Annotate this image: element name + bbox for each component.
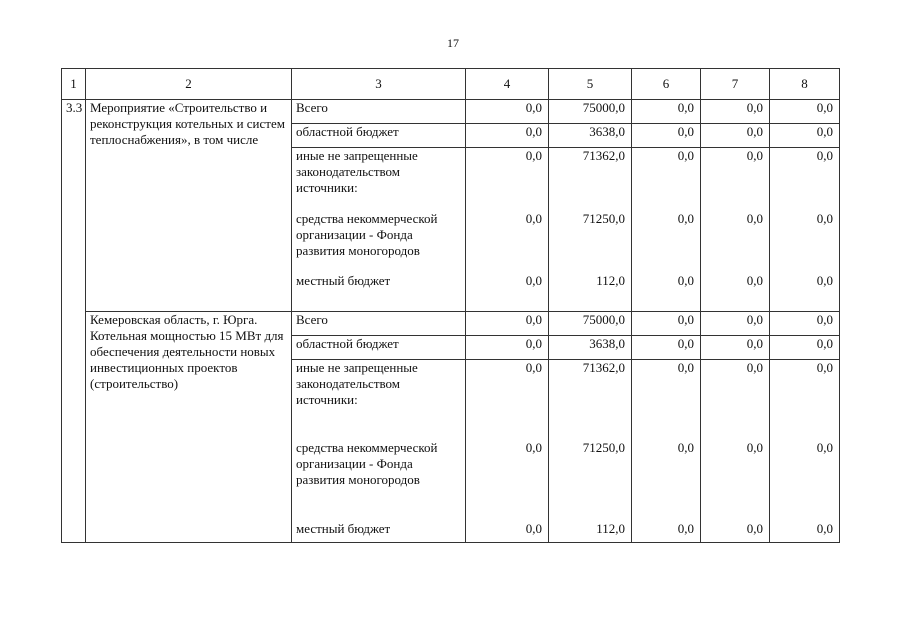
- value-cell: 0,0: [770, 148, 840, 211]
- value-cell: 0,0: [466, 211, 549, 273]
- section-index: 3.3: [62, 100, 86, 543]
- value-cell: 112,0: [549, 521, 632, 543]
- value-cell: 3638,0: [549, 124, 632, 148]
- value-cell: 0,0: [466, 124, 549, 148]
- value-cell: 0,0: [701, 148, 770, 211]
- value-cell: 3638,0: [549, 336, 632, 360]
- value-cell: 0,0: [701, 440, 770, 521]
- value-cell: 0,0: [632, 273, 701, 312]
- funding-source: средства некоммерческой организации - Фонда развития моногородов: [292, 440, 466, 521]
- value-cell: 0,0: [701, 124, 770, 148]
- value-cell: 0,0: [466, 521, 549, 543]
- header-row: [62, 69, 840, 100]
- value-cell: 0,0: [701, 273, 770, 312]
- value-cell: 75000,0: [549, 100, 632, 124]
- column-header: 6: [632, 69, 701, 100]
- value-cell: 0,0: [770, 312, 840, 336]
- funding-source: местный бюджет: [292, 521, 466, 543]
- value-cell: 75000,0: [549, 312, 632, 336]
- budget-table: [61, 68, 840, 543]
- value-cell: 0,0: [701, 521, 770, 543]
- funding-source: Всего: [292, 100, 466, 124]
- value-cell: 0,0: [770, 360, 840, 440]
- funding-source: областной бюджет: [292, 336, 466, 360]
- column-header: 2: [86, 69, 292, 100]
- event-name: Мероприятие «Строительство и реконструкция котельных и систем теплоснабжения», в том числе: [86, 100, 292, 312]
- value-cell: 0,0: [701, 211, 770, 273]
- funding-source: средства некоммерческой организации - Фонда развития моногородов: [292, 211, 466, 273]
- value-cell: 112,0: [549, 273, 632, 312]
- value-cell: 0,0: [701, 312, 770, 336]
- value-cell: 0,0: [632, 312, 701, 336]
- column-header: 8: [770, 69, 840, 100]
- column-header: 7: [701, 69, 770, 100]
- value-cell: 0,0: [701, 360, 770, 440]
- value-cell: 0,0: [466, 148, 549, 211]
- column-header: 5: [549, 69, 632, 100]
- value-cell: 0,0: [466, 273, 549, 312]
- value-cell: 0,0: [466, 440, 549, 521]
- value-cell: 0,0: [770, 100, 840, 124]
- value-cell: 0,0: [701, 336, 770, 360]
- column-header: 3: [292, 69, 466, 100]
- value-cell: 0,0: [466, 312, 549, 336]
- value-cell: 0,0: [632, 100, 701, 124]
- value-cell: 0,0: [632, 148, 701, 211]
- value-cell: 0,0: [770, 440, 840, 521]
- value-cell: 0,0: [632, 211, 701, 273]
- object-name: Кемеровская область, г. Юрга. Котельная мощностью 15 МВт для обеспечения деятельности новых инвестиционных проектов (строительство): [86, 312, 292, 543]
- value-cell: 0,0: [770, 273, 840, 312]
- value-cell: 71362,0: [549, 360, 632, 440]
- value-cell: 0,0: [466, 100, 549, 124]
- value-cell: 71362,0: [549, 148, 632, 211]
- column-header: 1: [62, 69, 86, 100]
- table-row: [62, 312, 840, 336]
- value-cell: 0,0: [770, 124, 840, 148]
- funding-source: иные не запрещенные законодательством источники:: [292, 360, 466, 440]
- funding-source: Всего: [292, 312, 466, 336]
- value-cell: 0,0: [632, 521, 701, 543]
- funding-source: местный бюджет: [292, 273, 466, 312]
- value-cell: 0,0: [701, 100, 770, 124]
- funding-source: областной бюджет: [292, 124, 466, 148]
- value-cell: 0,0: [770, 211, 840, 273]
- table-row: [62, 100, 840, 124]
- page-number: 17: [447, 36, 459, 50]
- value-cell: 0,0: [466, 360, 549, 440]
- value-cell: 0,0: [770, 336, 840, 360]
- value-cell: 0,0: [632, 124, 701, 148]
- value-cell: 71250,0: [549, 211, 632, 273]
- value-cell: 0,0: [632, 440, 701, 521]
- funding-source: иные не запрещенные законодательством источники:: [292, 148, 466, 211]
- value-cell: 0,0: [466, 336, 549, 360]
- value-cell: 0,0: [770, 521, 840, 543]
- column-header: 4: [466, 69, 549, 100]
- value-cell: 0,0: [632, 360, 701, 440]
- value-cell: 71250,0: [549, 440, 632, 521]
- value-cell: 0,0: [632, 336, 701, 360]
